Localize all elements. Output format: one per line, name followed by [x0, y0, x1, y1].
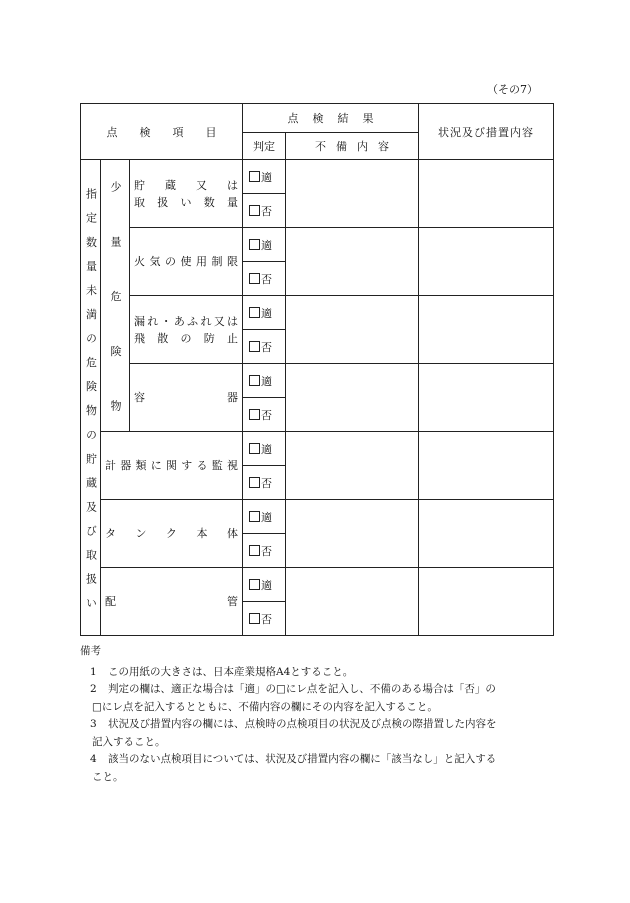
defect-details-field[interactable]: [286, 432, 419, 500]
judgment-ng-option[interactable]: 否: [243, 262, 286, 296]
item-label-piping: 配管: [101, 568, 243, 636]
note-item: 3 状況及び措置内容の欄には、点検時の点検項目の状況及び点検の際措置した内容を 記入すること。: [90, 718, 497, 748]
judgment-ok-option[interactable]: 適: [243, 364, 286, 398]
header-status-and-action: 状況及び措置内容: [419, 104, 554, 160]
notes-section: [80, 643, 560, 786]
category-sub-label: 少量危険物: [109, 180, 122, 411]
note-item: 2 判定の欄は、適正な場合は「適」の□にレ点を記入し、不備のある場合は「否」の □にレ点を記入するとともに、不備内容の欄にその内容を記入すること。: [90, 683, 496, 713]
status-action-field[interactable]: [419, 568, 554, 636]
defect-details-field[interactable]: [286, 296, 419, 364]
defect-details-field[interactable]: [286, 228, 419, 296]
checkbox-icon[interactable]: [249, 579, 260, 590]
checkbox-icon[interactable]: [249, 511, 260, 522]
checkbox-icon[interactable]: [249, 273, 260, 284]
item-label-tank-body: タンク本体: [101, 500, 243, 568]
note-item: 1 この用紙の大きさは、日本産業規格A4とすること。: [90, 665, 354, 678]
item-label-instrument-monitoring: 計器類に関する監視: [101, 432, 243, 500]
judgment-ok-option[interactable]: 適: [243, 160, 286, 194]
checkbox-icon[interactable]: [249, 443, 260, 454]
checkbox-icon[interactable]: [249, 477, 260, 488]
status-action-field[interactable]: [419, 500, 554, 568]
category-main-label: 指定数量未満の危険物の貯蔵及び取扱い: [84, 187, 98, 608]
defect-details-field[interactable]: [286, 568, 419, 636]
status-action-field[interactable]: [419, 160, 554, 228]
judgment-ng-option[interactable]: 否: [243, 398, 286, 432]
checkbox-icon[interactable]: [249, 239, 260, 250]
judgment-ng-option[interactable]: 否: [243, 194, 286, 228]
judgment-ok-option[interactable]: 適: [243, 228, 286, 262]
status-action-field[interactable]: [419, 228, 554, 296]
checkbox-icon[interactable]: [249, 171, 260, 182]
judgment-ok-option[interactable]: 適: [243, 500, 286, 534]
defect-details-field[interactable]: [286, 500, 419, 568]
checkbox-icon[interactable]: [249, 205, 260, 216]
judgment-ok-option[interactable]: 適: [243, 568, 286, 602]
checkbox-icon[interactable]: [249, 341, 260, 352]
defect-details-field[interactable]: [286, 160, 419, 228]
category-sub-cell: [101, 160, 130, 432]
judgment-ng-option[interactable]: 否: [243, 330, 286, 364]
header-inspection-item: 点検項目: [81, 104, 243, 160]
category-main-cell: [81, 160, 101, 636]
item-label-container: 容器: [130, 364, 243, 432]
note-item: 4 該当のない点検項目については、状況及び措置内容の欄に「該当なし」と記入する こと。: [90, 753, 497, 783]
defect-details-field[interactable]: [286, 364, 419, 432]
judgment-ok-option[interactable]: 適: [243, 296, 286, 330]
header-inspection-result: 点検結果: [243, 104, 419, 133]
checkbox-icon[interactable]: [249, 545, 260, 556]
status-action-field[interactable]: [419, 296, 554, 364]
notes-title: 備考: [80, 645, 101, 657]
checkbox-icon[interactable]: [249, 307, 260, 318]
item-label-quantity: 貯蔵又は 取扱い数量: [130, 160, 243, 228]
page-number: （その7）: [487, 83, 538, 96]
checkbox-icon[interactable]: [249, 409, 260, 420]
inspection-table: [80, 103, 554, 636]
item-label-fire-restriction: 火気の使用制限: [130, 228, 243, 296]
judgment-ok-option[interactable]: 適: [243, 432, 286, 466]
status-action-field[interactable]: [419, 432, 554, 500]
item-label-leak-prevention: 漏れ・あふれ又は 飛散の防止: [130, 296, 243, 364]
header-judgment: 判定: [243, 133, 286, 160]
judgment-ng-option[interactable]: 否: [243, 466, 286, 500]
checkbox-icon[interactable]: [249, 375, 260, 386]
header-defect-details: 不備内容: [286, 133, 419, 160]
checkbox-icon[interactable]: [249, 613, 260, 624]
judgment-ng-option[interactable]: 否: [243, 534, 286, 568]
status-action-field[interactable]: [419, 364, 554, 432]
judgment-ng-option[interactable]: 否: [243, 602, 286, 636]
